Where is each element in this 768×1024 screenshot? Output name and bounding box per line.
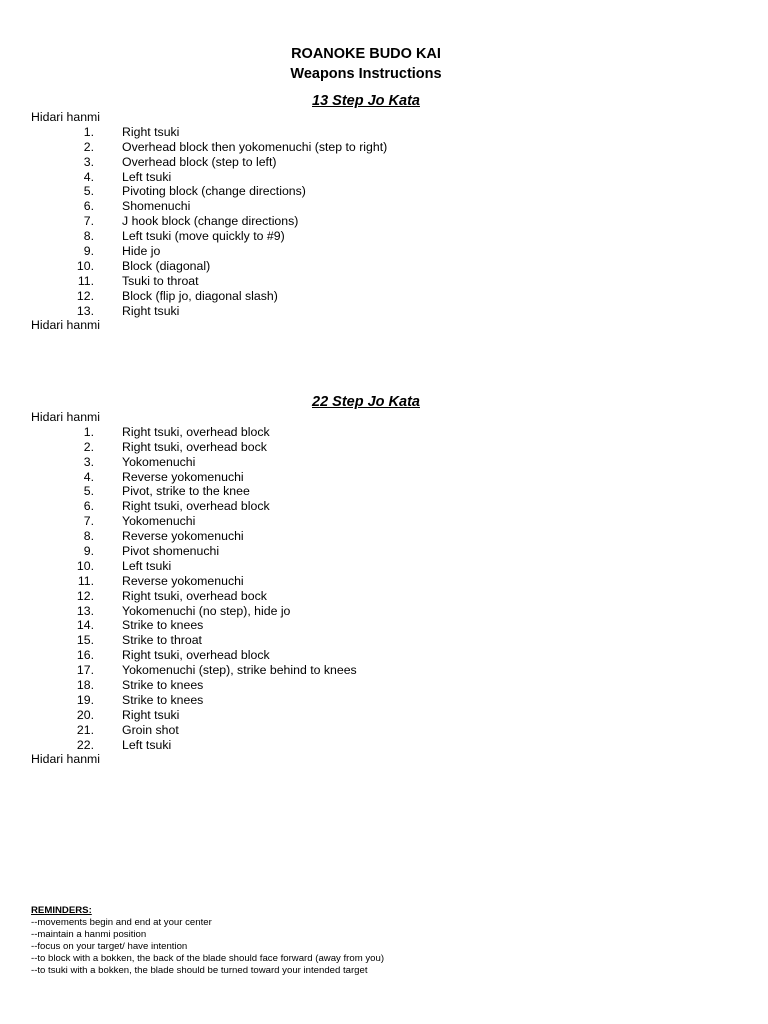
step-text: Yokomenuchi [122, 514, 196, 529]
step-text: Strike to throat [122, 633, 202, 648]
kata13-step [31, 139, 388, 155]
step-number: 6. [83, 499, 94, 514]
step-text: Left tsuki [122, 169, 172, 184]
step-text: Pivot shomenuchi [122, 544, 220, 559]
step-number: 11. [77, 273, 94, 288]
step-text: Tsuki to throat [122, 273, 199, 288]
kata22-title: 22 Step Jo Kata [312, 394, 420, 410]
kata22-step [31, 648, 270, 663]
step-number: 2. [83, 439, 94, 454]
step-text: Right tsuki [122, 124, 180, 139]
step-number: 11. [77, 573, 94, 588]
kata22-step [31, 707, 180, 723]
step-number: 15. [76, 633, 94, 648]
kata13-title: 13 Step Jo Kata [312, 93, 420, 109]
kata13-step [31, 124, 180, 140]
kata13-steps-list [31, 110, 388, 333]
kata22-step [31, 499, 270, 514]
kata22-step [31, 454, 196, 470]
step-text: Overhead block (step to left) [122, 154, 277, 169]
kata22-step [31, 573, 244, 589]
step-number: 17. [76, 663, 94, 678]
step-text: Right tsuki, overhead bock [122, 439, 267, 454]
kata22-step [31, 678, 204, 693]
kata22-step [31, 603, 291, 619]
step-number: 19. [76, 692, 94, 707]
step-text: Left tsuki (move quickly to #9) [122, 229, 285, 244]
kata13-step [31, 184, 306, 199]
step-text: Pivot, strike to the knee [122, 484, 250, 499]
step-number: 7. [83, 214, 94, 229]
kata22-step [31, 514, 196, 529]
step-number: 1. [83, 124, 94, 139]
reminder-item: --maintain a hanmi position [31, 928, 147, 940]
reminders-heading: REMINDERS: [31, 905, 92, 916]
step-number: 4. [83, 469, 94, 484]
kata13-end-stance: Hidari hanmi [31, 318, 101, 333]
kata22-step [31, 663, 357, 678]
step-text: Right tsuki, overhead bock [122, 588, 267, 603]
kata13-step [31, 258, 211, 274]
kata22-step [31, 469, 244, 485]
step-text: Reverse yokomenuchi [122, 469, 244, 484]
step-number: 10. [76, 558, 94, 573]
kata22-step [31, 544, 220, 559]
step-text: Block (diagonal) [122, 258, 211, 273]
kata22-steps-list [31, 410, 357, 767]
step-text: Groin shot [122, 722, 179, 737]
reminder-item: --to tsuki with a bokken, the blade should be turned toward your intended target [31, 964, 368, 976]
step-text: Left tsuki [122, 737, 172, 752]
step-number: 12. [76, 588, 94, 603]
step-text: Strike to knees [122, 692, 204, 707]
step-number: 21. [76, 722, 94, 737]
step-text: Overhead block then yokomenuchi (step to right) [122, 139, 388, 154]
kata22-step [31, 484, 250, 499]
step-text: J hook block (change directions) [122, 214, 299, 229]
step-text: Hide jo [122, 244, 161, 259]
kata13-step [31, 154, 277, 170]
kata22-step [31, 529, 244, 544]
step-number: 4. [83, 169, 94, 184]
kata22-step [31, 618, 204, 633]
step-number: 5. [83, 484, 94, 499]
kata13-start-stance: Hidari hanmi [31, 110, 101, 124]
kata22-end-stance: Hidari hanmi [31, 752, 101, 767]
kata22-step [31, 439, 267, 455]
kata22-step [31, 737, 172, 753]
reminder-item: --movements begin and end at your center [31, 916, 212, 928]
step-number: 18. [76, 678, 94, 693]
step-text: Right tsuki [122, 707, 180, 722]
document-subtitle: Weapons Instructions [290, 66, 442, 82]
kata22-step [31, 424, 270, 440]
kata22-step [31, 588, 267, 604]
step-number: 2. [83, 139, 94, 154]
kata22-step [31, 692, 204, 708]
step-text: Reverse yokomenuchi [122, 573, 244, 588]
kata22-start-stance: Hidari hanmi [31, 410, 101, 424]
kata13-step [31, 169, 172, 185]
step-text: Pivoting block (change directions) [122, 184, 306, 199]
step-text: Strike to knees [122, 618, 204, 633]
step-number: 13. [76, 303, 94, 318]
step-number: 8. [83, 529, 94, 544]
step-number: 6. [83, 199, 94, 214]
reminders-section [31, 905, 384, 976]
kata13-step [31, 214, 299, 229]
document-title: ROANOKE BUDO KAI [291, 46, 441, 62]
kata13-step [31, 244, 161, 259]
kata13-step [31, 199, 191, 214]
step-number: 22. [76, 737, 94, 752]
step-text: Right tsuki, overhead block [122, 648, 270, 663]
step-number: 3. [83, 154, 94, 169]
kata13-step [31, 273, 199, 289]
step-number: 9. [83, 544, 94, 559]
step-text: Reverse yokomenuchi [122, 529, 244, 544]
step-number: 7. [83, 514, 94, 529]
step-number: 3. [83, 454, 94, 469]
step-text: Left tsuki [122, 558, 172, 573]
step-number: 1. [83, 424, 94, 439]
step-text: Shomenuchi [122, 199, 191, 214]
reminder-item: --to block with a bokken, the back of the blade should face forward (away from you) [31, 952, 385, 964]
kata13-step [31, 303, 180, 319]
step-number: 14. [76, 618, 94, 633]
kata13-step [31, 229, 285, 244]
step-number: 13. [76, 603, 94, 618]
kata22-step [31, 722, 179, 738]
step-number: 9. [83, 244, 94, 259]
step-text: Yokomenuchi (no step), hide jo [122, 603, 291, 618]
step-number: 20. [76, 707, 94, 722]
kata13-step [31, 288, 278, 304]
step-number: 16. [76, 648, 94, 663]
step-text: Block (flip jo, diagonal slash) [122, 288, 278, 303]
kata22-step [31, 633, 202, 648]
kata22-step [31, 558, 172, 574]
step-number: 10. [76, 258, 94, 273]
step-number: 12. [76, 288, 94, 303]
step-text: Yokomenuchi (step), strike behind to knees [122, 663, 357, 678]
step-text: Strike to knees [122, 678, 204, 693]
step-text: Right tsuki, overhead block [122, 424, 270, 439]
step-text: Right tsuki [122, 303, 180, 318]
step-number: 5. [83, 184, 94, 199]
reminder-item: --focus on your target/ have intention [31, 940, 188, 952]
step-text: Right tsuki, overhead block [122, 499, 270, 514]
step-number: 8. [83, 229, 94, 244]
step-text: Yokomenuchi [122, 454, 196, 469]
